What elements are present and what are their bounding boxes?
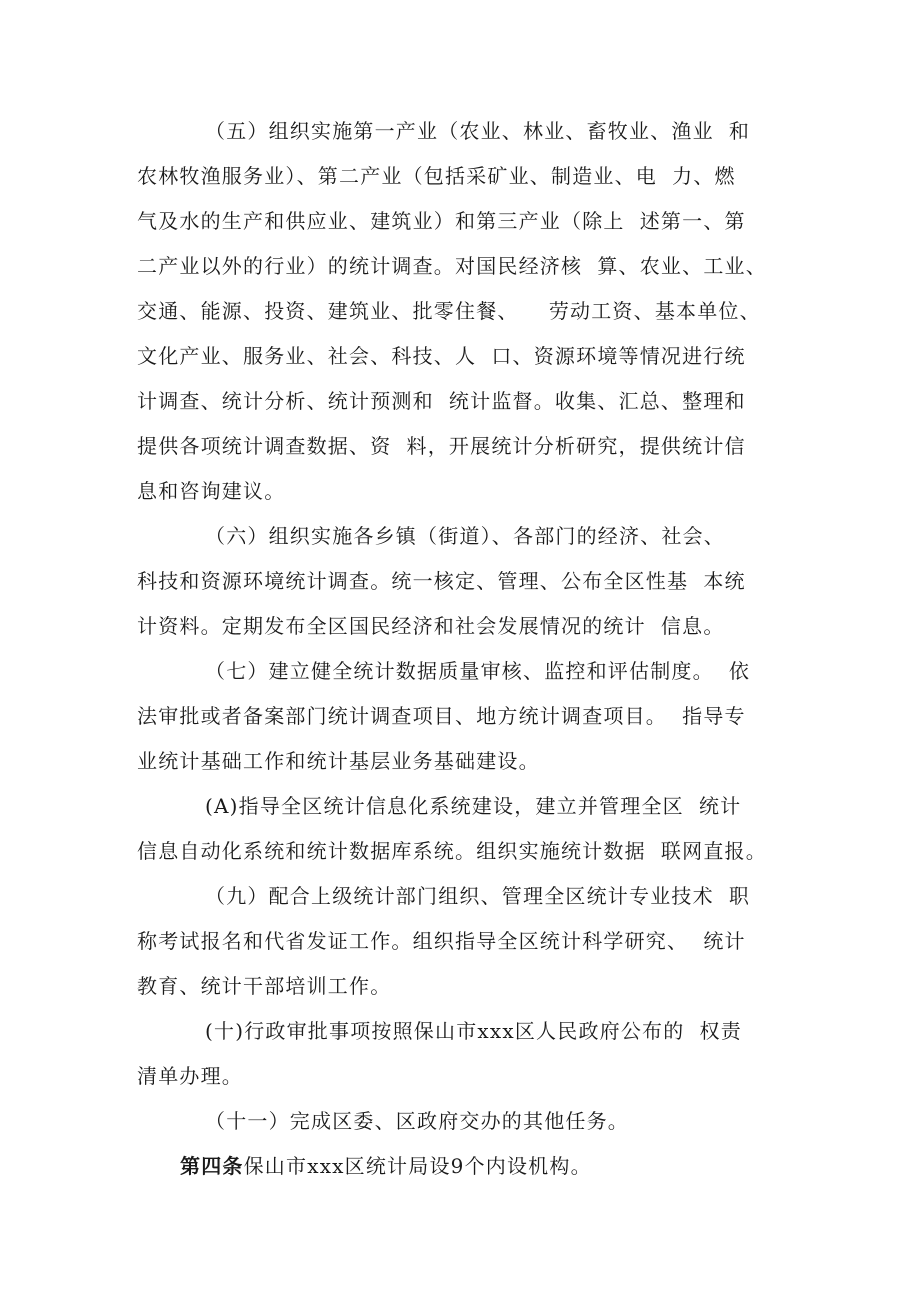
item-5-line-2: 农林牧渔服务业）、第二产业（包括采矿业、制造业、电 力、燃	[137, 164, 736, 188]
item-9-line-1: （九）配合上级统计部门组织、管理全区统计专业技术 职	[205, 884, 751, 908]
article-4-text: 保山市xxx区统计局设9个内设机构。	[243, 1154, 592, 1178]
item-10-line-1: (十)行政审批事项按照保山市xxx区人民政府公布的 权责	[205, 1019, 742, 1043]
item-8-line-2: 信息自动化系统和统计数据库系统。组织实施统计数据 联网直报。	[137, 839, 767, 863]
item-5-line-9: 息和咨询建议。	[137, 479, 286, 503]
item-6-line-3: 计资料。定期发布全区国民经济和社会发展情况的统计 信息。	[137, 614, 725, 638]
item-9-line-2: 称考试报名和代省发证工作。组织指导全区统计科学研究、 统计	[137, 929, 746, 953]
item-5-line-4: 二产业以外的行业）的统计调查。对国民经济核 算、农业、工业、	[137, 254, 767, 278]
article-4-label: 第四条	[180, 1154, 244, 1178]
item-5-line-6: 文化产业、服务业、社会、科技、人 口、资源环境等情况进行统	[137, 344, 746, 368]
item-5-line-1: （五）组织实施第一产业（农业、林业、畜牧业、渔业 和	[205, 119, 751, 143]
item-5-line-7: 计调查、统计分析、统计预测和 统计监督。收集、汇总、整理和	[137, 389, 746, 413]
item-7-line-1: （七）建立健全统计数据质量审核、监控和评估制度。 依	[205, 659, 751, 683]
article-4	[180, 1152, 592, 1180]
item-6-line-2: 科技和资源环境统计调查。统一核定、管理、公布全区性基 本统	[137, 569, 746, 593]
item-11-line-1: （十一）完成区委、区政府交办的其他任务。	[205, 1109, 629, 1133]
item-5-line-8: 提供各项统计调查数据、资 料，开展统计分析研究，提供统计信	[137, 434, 746, 458]
item-7-line-3: 业统计基础工作和统计基层业务基础建设。	[137, 749, 540, 773]
item-8-line-1: (A)指导全区统计信息化系统建设，建立并管理全区 统计	[205, 794, 742, 818]
item-5-line-5: 交通、能源、投资、建筑业、批零住餐、 劳动工资、基本单位、	[137, 299, 761, 323]
item-6-line-1: （六）组织实施各乡镇（街道）、各部门的经济、社会、	[205, 524, 725, 548]
item-7-line-2: 法审批或者备案部门统计调查项目、地方统计调查项目。 指导专	[137, 704, 746, 728]
item-5-line-3: 气及水的生产和供应业、建筑业）和第三产业（除上 述第一、第	[137, 209, 746, 233]
item-10-line-2: 清单办理。	[137, 1064, 243, 1088]
item-9-line-3: 教育、统计干部培训工作。	[137, 974, 392, 998]
